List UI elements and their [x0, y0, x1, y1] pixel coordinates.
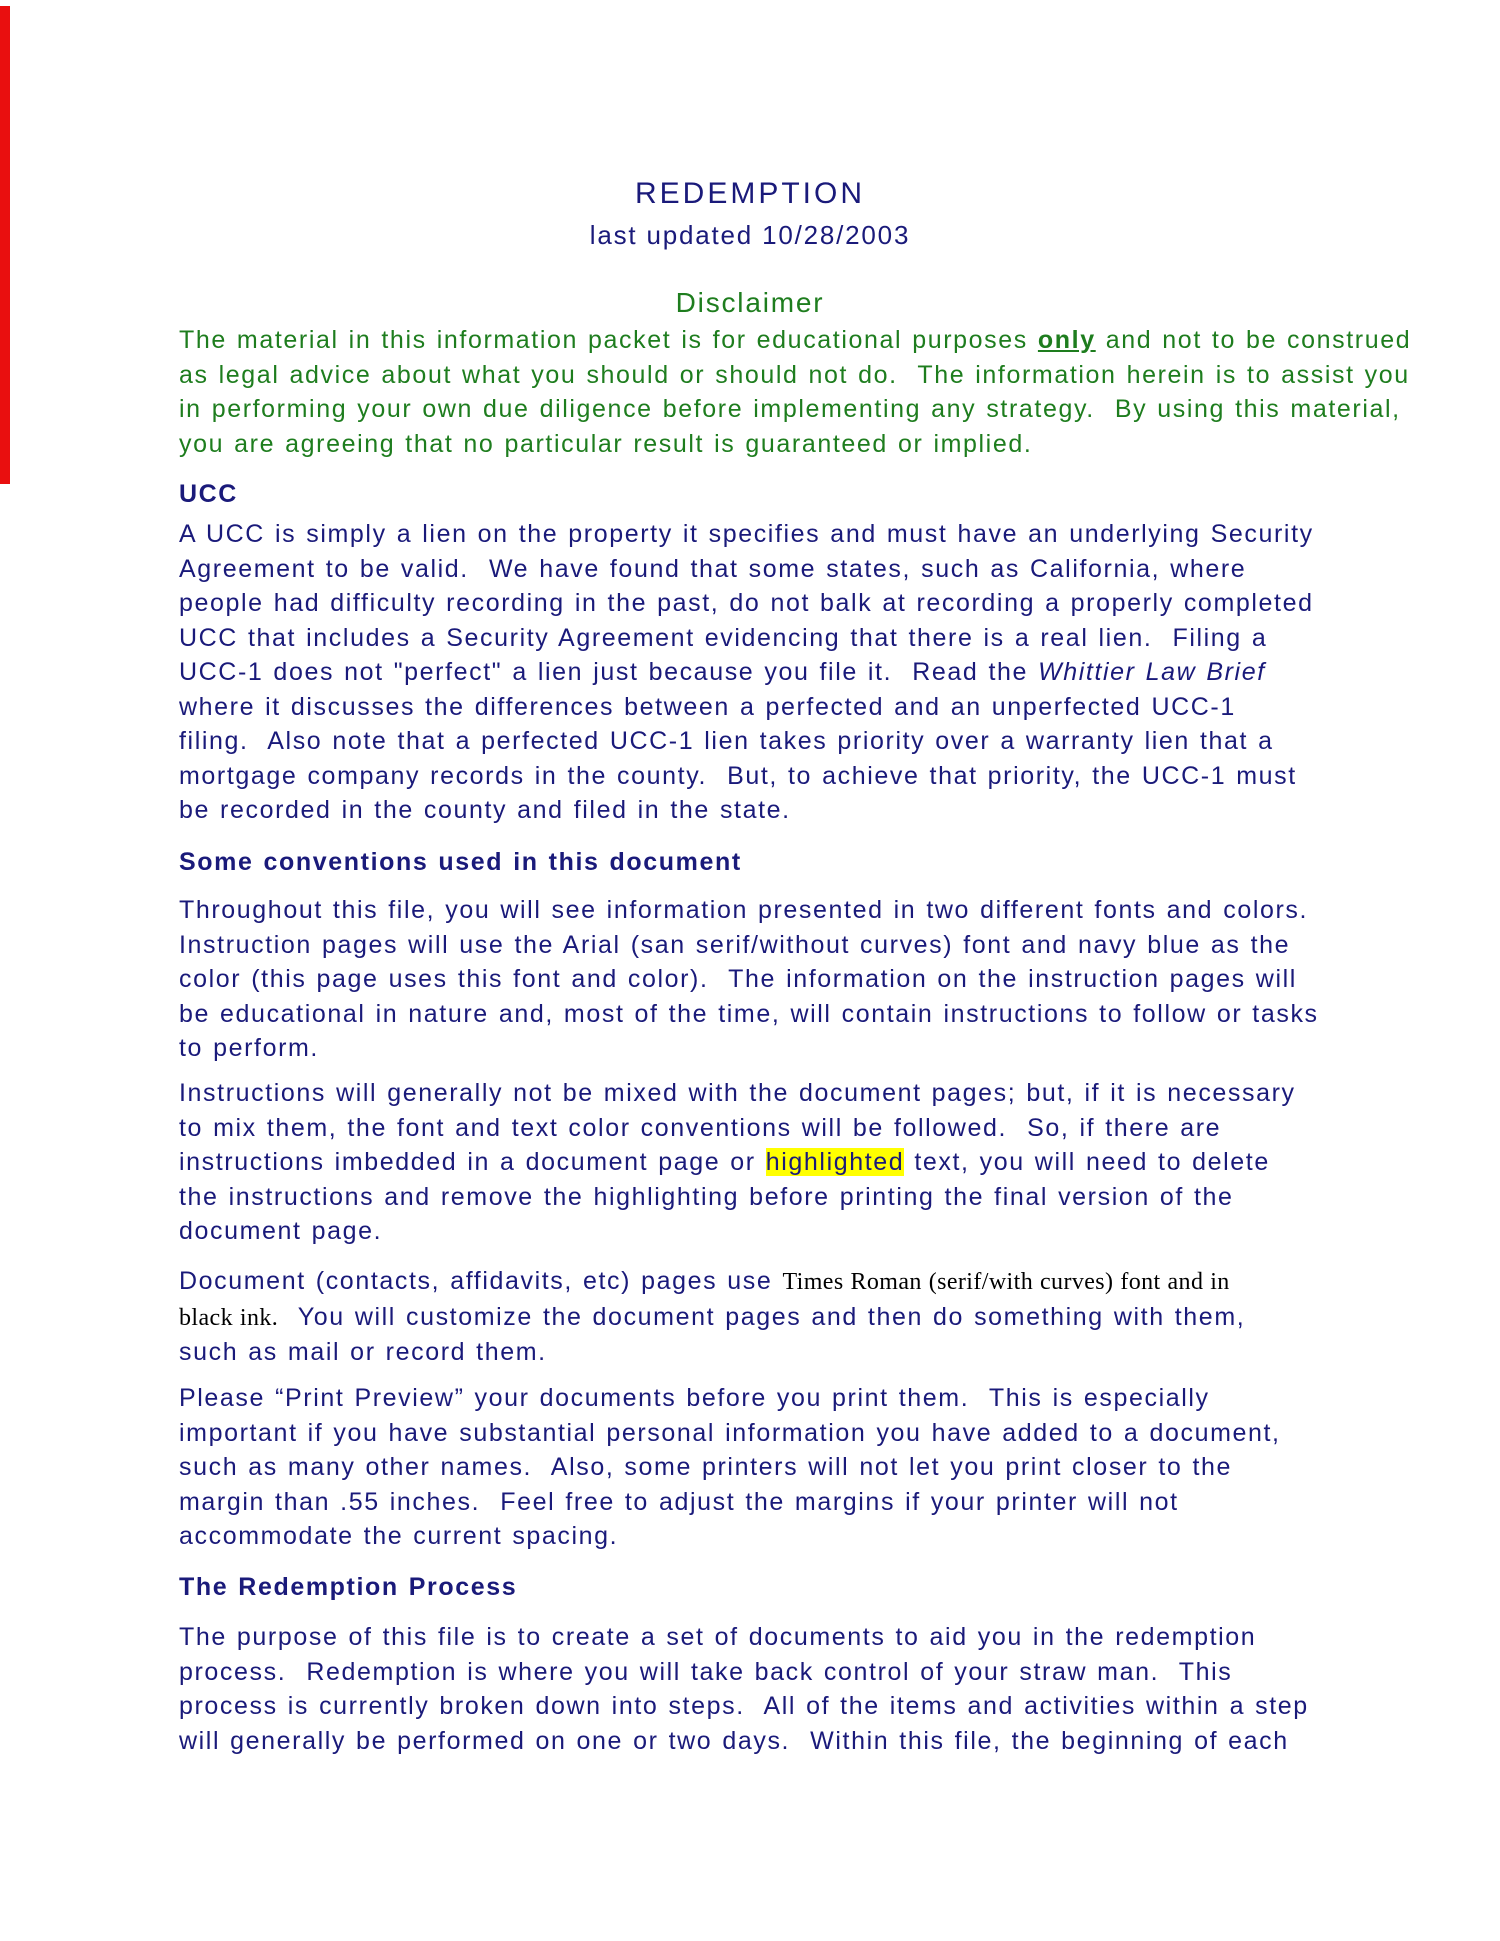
redemption-process-heading: The Redemption Process	[179, 1573, 518, 1601]
disclaimer-paragraph: The material in this information packet is for educational purposes only and not to be construed as legal advice about what you should or should not do. The information herein is to assist you in performing your own due diligence before implementing any strategy. By using this material, you are agreeing that no particular result is guaranteed or implied.	[179, 326, 1412, 458]
ucc-heading: UCC	[179, 480, 238, 508]
last-updated-text: last updated 10/28/2003	[589, 220, 911, 250]
conventions-paragraph-fonts-colors: Throughout this file, you will see information presented in two different fonts and colors. Instruction pages will use the Arial (san serif/without curves) font and navy blue as the color (this page uses this font and color). The information on the instruction pages will be educational in nature and, most of the time, will contain instructions to follow or tasks to perform.	[179, 896, 1319, 1062]
ucc-paragraph: A UCC is simply a lien on the property it specifies and must have an underlying Security Agreement to be valid. We have found that some states, such as California, where people had difficulty recording in the past, do not balk at recording a properly completed UCC that includes a Security Agreement evidencing that there is a real lien. Filing a UCC-1 does not "perfect" a lien just because you file it. Read the Whittier Law Brief where it discusses the differences between a perfected and an unperfected UCC-1 filing. Also note that a perfected UCC-1 lien takes priority over a warranty lien that a mortgage company records in the county. But, to achieve that priority, the UCC-1 must be recorded in the county and filed in the state.	[179, 520, 1314, 824]
disclaimer-heading: Disclaimer	[675, 287, 825, 318]
conventions-paragraph-instructions-mixing: Instructions will generally not be mixed with the document pages; but, if it is necessary to mix them, the font and text color conventions will be followed. So, if there are instructions imbedded in a document page or highlighted text, you will need to delete the instructions and remove the highlighting before printing the final version of the document page.	[179, 1079, 1296, 1245]
conventions-paragraph-print-preview: Please “Print Preview” your documents before you print them. This is especially important if you have substantial personal information you have added to a document, such as many other names. Also, some printers will not let you print closer to the margin than .55 inches. Feel free to adjust the margins if your printer will not accommodate the current spacing.	[179, 1384, 1281, 1550]
redemption-process-paragraph: The purpose of this file is to create a set of documents to aid you in the redemption process. Redemption is where you will take back control of your straw man. This process is currently broken down into steps. All of the items and activities within a step will generally be performed on one or two days. Within this file, the beginning of each	[179, 1623, 1309, 1755]
conventions-heading: Some conventions used in this document	[179, 848, 742, 876]
page-title: REDEMPTION	[634, 177, 865, 210]
conventions-paragraph-document-pages: Document (contacts, affidavits, etc) pages use Times Roman (serif/with curves) font and in black ink. You will customize the document pages and then do something with them, such as mail or record them.	[179, 1267, 1246, 1366]
